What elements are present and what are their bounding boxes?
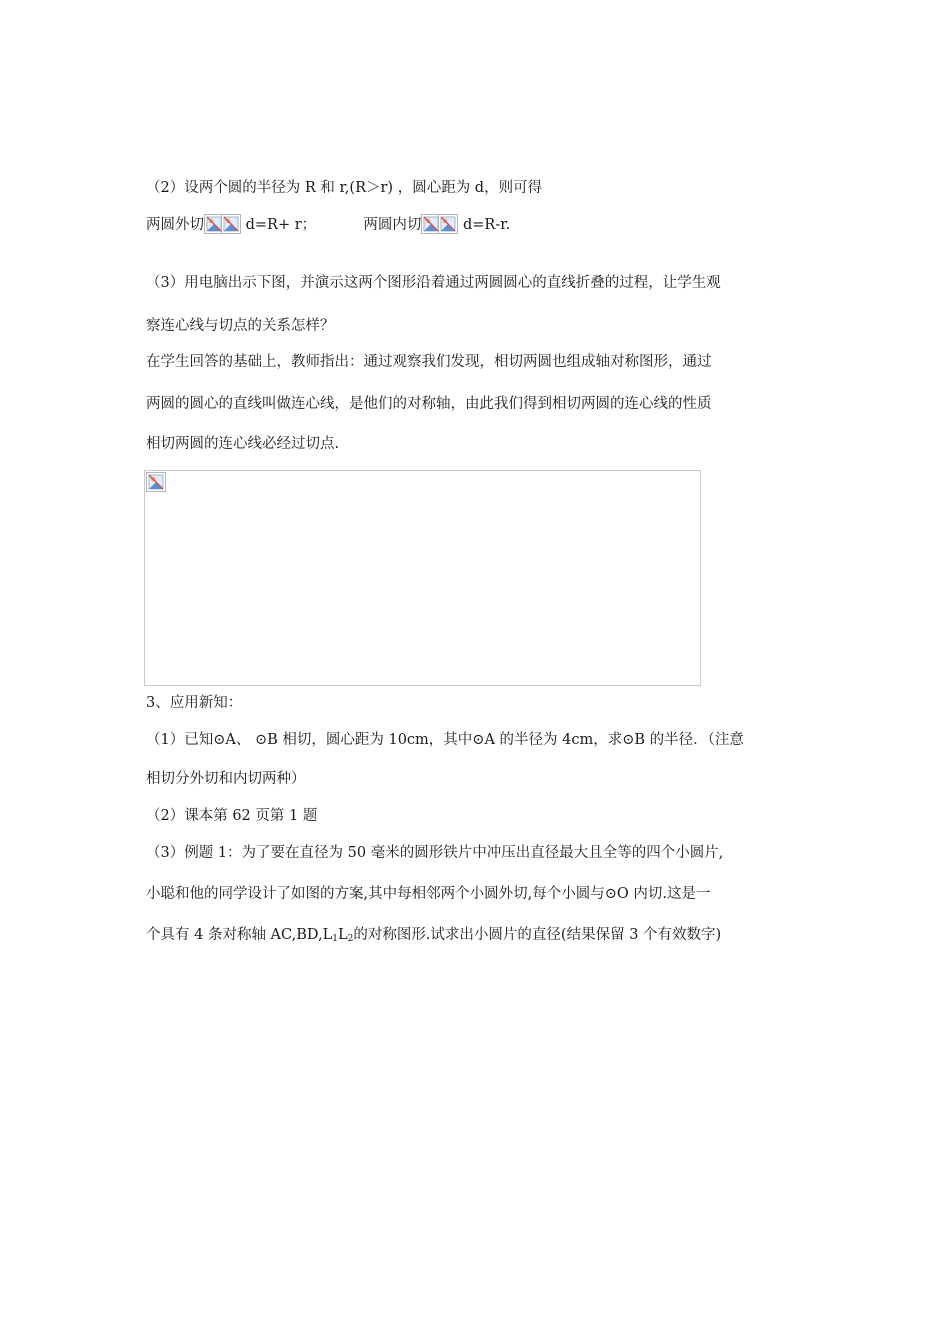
question-3-line3 [146,925,721,949]
paragraph-radius-setup: （2）设两个圆的半径为 R 和 r,(R＞r) ，圆心距为 d，则可得 [146,180,543,196]
broken-image-icon [146,472,166,492]
internal-tangent-label: 两圆内切 [363,217,422,233]
broken-image-icon [438,214,458,234]
paragraph-demo-line1: （3）用电脑出示下图，并演示这两个图形沿着通过两圆圆心的直线折叠的过程，让学生观 [146,275,721,291]
subscript: 2 [347,934,354,944]
paragraph-teacher-line2: 两圆的圆心的直线叫做连心线，是他们的对称轴，由此我们得到相切两圆的连心线的性质 [146,396,712,412]
question-1-line1: （1）已知⊙A、 ⊙B 相切，圆心距为 10cm，其中⊙A 的半径为 4cm，求⊙B 的半径．（注意 [146,732,744,748]
broken-image-icon [204,214,221,234]
subscript: 1 [332,934,338,944]
question-3-line2: 小聪和他的同学设计了如图的方案,其中每相邻两个小圆外切,每个小圆与⊙O 内切.这是一 [146,886,711,902]
question-3-line1: （3）例题 1：为了要在直径为 50 毫米的圆形铁片中冲压出直径最大且全等的四个小圆片, [146,845,724,861]
section-title: 3、应用新知： [146,695,243,711]
external-tangent-formula: d=R+ r； [245,217,317,233]
paragraph-teacher-line1: 在学生回答的基础上，教师指出：通过观察我们发现，相切两圆也组成轴对称图形，通过 [146,354,712,370]
paragraph-teacher-line3: 相切两圆的连心线必经过切点. [146,436,340,452]
paragraph-demo-line2: 察连心线与切点的关系怎样？ [146,318,335,334]
formula-row [146,214,510,235]
internal-tangent-formula: d=R-r. [462,217,511,233]
broken-image-icon [421,214,438,234]
question-1-line2: 相切分外切和内切两种） [146,771,306,787]
external-tangent-label: 两圆外切 [146,217,204,233]
figure-placeholder [144,470,701,686]
broken-image-icon [221,214,241,234]
text-segment: L [337,927,348,943]
text-segment: 个具有 4 条对称轴 AC,BD,L [146,927,333,943]
text-segment: 的对称图形.试求出小圆片的直径(结果保留 3 个有效数字) [353,927,722,943]
question-2: （2）课本第 62 页第 1 题 [146,808,318,824]
